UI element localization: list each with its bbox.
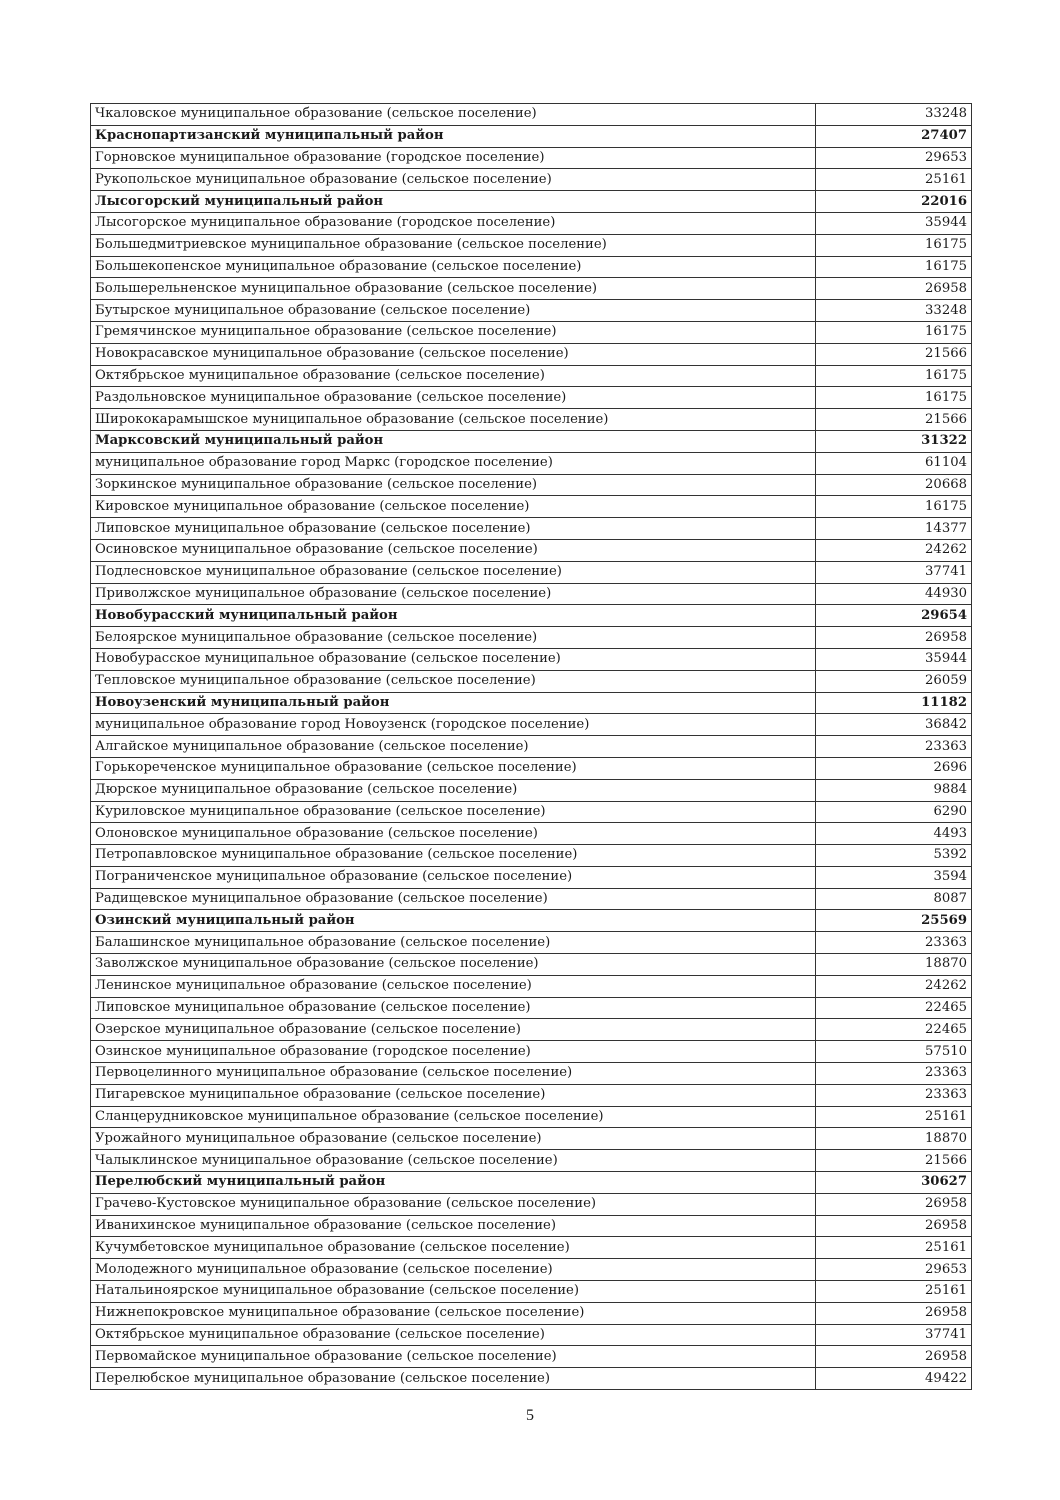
municipality-name: Пограниченское муниципальное образование (сельское поселение)	[91, 866, 816, 888]
municipality-value: 24262	[816, 539, 972, 561]
municipality-value: 37741	[816, 1324, 972, 1346]
municipality-value: 21566	[816, 343, 972, 365]
municipality-value: 25161	[816, 169, 972, 191]
table-row	[91, 387, 972, 409]
district-name: Лысогорский муниципальный район	[91, 191, 816, 213]
municipality-name: Большекопенское муниципальное образование (сельское поселение)	[91, 256, 816, 278]
table-row	[91, 518, 972, 540]
table-row	[91, 496, 972, 518]
district-value: 22016	[816, 191, 972, 213]
table-row	[91, 1368, 972, 1390]
municipality-name: Бутырское муниципальное образование (сельское поселение)	[91, 300, 816, 322]
municipality-value: 26958	[816, 1346, 972, 1368]
district-row	[91, 430, 972, 452]
municipality-value: 3594	[816, 866, 972, 888]
municipality-value: 25161	[816, 1237, 972, 1259]
table-row	[91, 212, 972, 234]
municipality-value: 29653	[816, 147, 972, 169]
municipality-name: Горькореченское муниципальное образование (сельское поселение)	[91, 757, 816, 779]
municipality-name: Дюрское муниципальное образование (сельское поселение)	[91, 779, 816, 801]
table-row	[91, 1106, 972, 1128]
table-row	[91, 1302, 972, 1324]
municipality-value: 35944	[816, 648, 972, 670]
table-row	[91, 561, 972, 583]
district-name: Марксовский муниципальный район	[91, 430, 816, 452]
table-row	[91, 823, 972, 845]
municipality-name: Липовское муниципальное образование (сельское поселение)	[91, 997, 816, 1019]
municipality-name: Сланцерудниковское муниципальное образование (сельское поселение)	[91, 1106, 816, 1128]
municipality-value: 16175	[816, 365, 972, 387]
municipality-name: Чкаловское муниципальное образование (сельское поселение)	[91, 104, 816, 126]
municipality-name: Рукопольское муниципальное образование (сельское поселение)	[91, 169, 816, 191]
municipality-value: 4493	[816, 823, 972, 845]
district-name: Новобурасский муниципальный район	[91, 605, 816, 627]
municipality-value: 2696	[816, 757, 972, 779]
municipality-value: 16175	[816, 321, 972, 343]
municipality-value: 33248	[816, 104, 972, 126]
municipality-name: Урожайного муниципальное образование (сельское поселение)	[91, 1128, 816, 1150]
municipality-value: 22465	[816, 997, 972, 1019]
district-row	[91, 692, 972, 714]
municipality-name: Октябрьское муниципальное образование (сельское поселение)	[91, 1324, 816, 1346]
municipality-value: 26958	[816, 278, 972, 300]
municipal-values-table	[90, 103, 972, 1390]
table-row	[91, 997, 972, 1019]
table-row	[91, 321, 972, 343]
municipality-name: Алгайское муниципальное образование (сельское поселение)	[91, 736, 816, 758]
table-row	[91, 1150, 972, 1172]
municipality-value: 23363	[816, 932, 972, 954]
municipality-value: 20668	[816, 474, 972, 496]
table-row	[91, 648, 972, 670]
table-row	[91, 1215, 972, 1237]
municipality-value: 29653	[816, 1259, 972, 1281]
table-row	[91, 1324, 972, 1346]
municipality-name: Новобурасское муниципальное образование (сельское поселение)	[91, 648, 816, 670]
municipality-value: 35944	[816, 212, 972, 234]
municipality-name: Озерское муниципальное образование (сельское поселение)	[91, 1019, 816, 1041]
municipality-value: 61104	[816, 452, 972, 474]
district-name: Перелюбский муниципальный район	[91, 1172, 816, 1194]
municipality-value: 16175	[816, 387, 972, 409]
municipality-name: Подлесновское муниципальное образование (сельское поселение)	[91, 561, 816, 583]
district-value: 11182	[816, 692, 972, 714]
municipality-value: 26059	[816, 670, 972, 692]
table-row	[91, 1063, 972, 1085]
municipality-value: 44930	[816, 583, 972, 605]
municipality-name: муниципальное образование город Новоузенск (городское поселение)	[91, 714, 816, 736]
table-row	[91, 409, 972, 431]
table-row	[91, 1084, 972, 1106]
municipality-value: 26958	[816, 1193, 972, 1215]
municipality-name: Приволжское муниципальное образование (сельское поселение)	[91, 583, 816, 605]
municipality-name: Большерельненское муниципальное образование (сельское поселение)	[91, 278, 816, 300]
district-row	[91, 910, 972, 932]
table-row	[91, 1346, 972, 1368]
district-name: Озинский муниципальный район	[91, 910, 816, 932]
table-row	[91, 670, 972, 692]
district-value: 30627	[816, 1172, 972, 1194]
table-row	[91, 583, 972, 605]
table-row	[91, 1128, 972, 1150]
municipality-value: 37741	[816, 561, 972, 583]
municipality-value: 6290	[816, 801, 972, 823]
municipality-name: Нижнепокровское муниципальное образование (сельское поселение)	[91, 1302, 816, 1324]
table-row	[91, 975, 972, 997]
municipality-name: Пигаревское муниципальное образование (сельское поселение)	[91, 1084, 816, 1106]
table-row	[91, 757, 972, 779]
municipality-value: 25161	[816, 1106, 972, 1128]
table-row	[91, 278, 972, 300]
municipality-value: 22465	[816, 1019, 972, 1041]
municipality-value: 26958	[816, 1302, 972, 1324]
municipality-value: 16175	[816, 234, 972, 256]
municipality-value: 23363	[816, 1063, 972, 1085]
table-row	[91, 169, 972, 191]
municipality-value: 23363	[816, 736, 972, 758]
municipality-value: 23363	[816, 1084, 972, 1106]
municipality-name: Новокрасавское муниципальное образование (сельское поселение)	[91, 343, 816, 365]
table-row	[91, 845, 972, 867]
municipality-name: Перелюбское муниципальное образование (сельское поселение)	[91, 1368, 816, 1390]
municipality-name: Иванихинское муниципальное образование (сельское поселение)	[91, 1215, 816, 1237]
table-row	[91, 1019, 972, 1041]
table-row	[91, 147, 972, 169]
table-row	[91, 300, 972, 322]
district-row	[91, 125, 972, 147]
district-name: Краснопартизанский муниципальный район	[91, 125, 816, 147]
municipality-name: Ширококарамышское муниципальное образование (сельское поселение)	[91, 409, 816, 431]
municipality-name: муниципальное образование город Маркс (городское поселение)	[91, 452, 816, 474]
municipality-name: Гремячинское муниципальное образование (сельское поселение)	[91, 321, 816, 343]
table-row	[91, 1281, 972, 1303]
table-row	[91, 866, 972, 888]
table-row	[91, 365, 972, 387]
table-row	[91, 1259, 972, 1281]
municipality-value: 14377	[816, 518, 972, 540]
municipality-name: Осиновское муниципальное образование (сельское поселение)	[91, 539, 816, 561]
table-row	[91, 1193, 972, 1215]
municipality-name: Кучумбетовское муниципальное образование (сельское поселение)	[91, 1237, 816, 1259]
municipality-name: Октябрьское муниципальное образование (сельское поселение)	[91, 365, 816, 387]
district-row	[91, 191, 972, 213]
municipality-name: Заволжское муниципальное образование (сельское поселение)	[91, 954, 816, 976]
municipality-value: 18870	[816, 1128, 972, 1150]
table-row	[91, 1237, 972, 1259]
municipality-value: 49422	[816, 1368, 972, 1390]
municipality-value: 36842	[816, 714, 972, 736]
table-row	[91, 888, 972, 910]
table-row	[91, 932, 972, 954]
table-row	[91, 539, 972, 561]
table-row	[91, 104, 972, 126]
district-value: 31322	[816, 430, 972, 452]
municipality-name: Кировское муниципальное образование (сельское поселение)	[91, 496, 816, 518]
municipality-name: Балашинское муниципальное образование (сельское поселение)	[91, 932, 816, 954]
municipality-value: 24262	[816, 975, 972, 997]
municipality-value: 5392	[816, 845, 972, 867]
municipality-name: Зоркинское муниципальное образование (сельское поселение)	[91, 474, 816, 496]
municipality-name: Горновское муниципальное образование (городское поселение)	[91, 147, 816, 169]
table-row	[91, 714, 972, 736]
municipality-name: Чалыклинское муниципальное образование (сельское поселение)	[91, 1150, 816, 1172]
municipality-value: 25161	[816, 1281, 972, 1303]
municipality-name: Липовское муниципальное образование (сельское поселение)	[91, 518, 816, 540]
table-body	[91, 104, 972, 1390]
district-value: 27407	[816, 125, 972, 147]
district-value: 25569	[816, 910, 972, 932]
table-row	[91, 801, 972, 823]
municipality-name: Куриловское муниципальное образование (сельское поселение)	[91, 801, 816, 823]
municipality-value: 21566	[816, 409, 972, 431]
municipality-value: 57510	[816, 1041, 972, 1063]
municipality-name: Раздольновское муниципальное образование (сельское поселение)	[91, 387, 816, 409]
table-row	[91, 1041, 972, 1063]
table-row	[91, 343, 972, 365]
table-row	[91, 234, 972, 256]
table-row	[91, 736, 972, 758]
table-row	[91, 452, 972, 474]
municipality-value: 16175	[816, 256, 972, 278]
page-number: 5	[526, 1407, 534, 1424]
district-row	[91, 605, 972, 627]
municipality-name: Большедмитриевское муниципальное образование (сельское поселение)	[91, 234, 816, 256]
municipality-name: Тепловское муниципальное образование (сельское поселение)	[91, 670, 816, 692]
municipality-value: 26958	[816, 1215, 972, 1237]
table-row	[91, 474, 972, 496]
municipality-value: 33248	[816, 300, 972, 322]
district-name: Новоузенский муниципальный район	[91, 692, 816, 714]
municipality-name: Олоновское муниципальное образование (сельское поселение)	[91, 823, 816, 845]
municipality-name: Первоцелинного муниципальное образование (сельское поселение)	[91, 1063, 816, 1085]
municipality-value: 8087	[816, 888, 972, 910]
municipality-name: Натальиноярское муниципальное образование (сельское поселение)	[91, 1281, 816, 1303]
municipality-name: Белоярское муниципальное образование (сельское поселение)	[91, 627, 816, 649]
table-row	[91, 256, 972, 278]
table-row	[91, 954, 972, 976]
municipality-value: 21566	[816, 1150, 972, 1172]
table-row	[91, 627, 972, 649]
municipality-name: Лысогорское муниципальное образование (городское поселение)	[91, 212, 816, 234]
municipality-name: Молодежного муниципальное образование (сельское поселение)	[91, 1259, 816, 1281]
municipality-name: Первомайское муниципальное образование (сельское поселение)	[91, 1346, 816, 1368]
table-row	[91, 779, 972, 801]
municipality-value: 9884	[816, 779, 972, 801]
municipality-value: 18870	[816, 954, 972, 976]
municipality-name: Грачево-Кустовское муниципальное образование (сельское поселение)	[91, 1193, 816, 1215]
municipality-name: Озинское муниципальное образование (городское поселение)	[91, 1041, 816, 1063]
municipality-name: Ленинское муниципальное образование (сельское поселение)	[91, 975, 816, 997]
municipality-name: Петропавловское муниципальное образование (сельское поселение)	[91, 845, 816, 867]
municipality-value: 16175	[816, 496, 972, 518]
district-row	[91, 1172, 972, 1194]
district-value: 29654	[816, 605, 972, 627]
municipality-value: 26958	[816, 627, 972, 649]
municipality-name: Радищевское муниципальное образование (сельское поселение)	[91, 888, 816, 910]
